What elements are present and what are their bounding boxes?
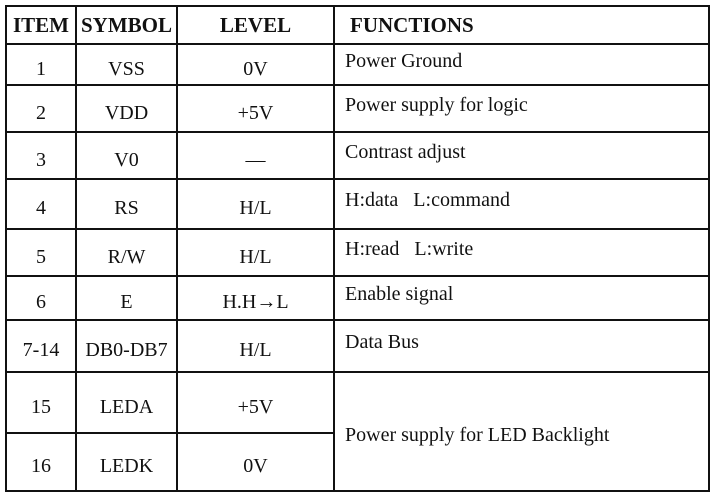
header-symbol: SYMBOL: [76, 6, 177, 44]
cell-item: 7-14: [6, 320, 76, 372]
cell-function: Data Bus: [334, 320, 709, 372]
pin-function-table: [5, 5, 710, 492]
cell-item: 3: [6, 132, 76, 179]
cell-level: 0V: [177, 433, 334, 491]
cell-symbol: VDD: [76, 85, 177, 132]
cell-item: 16: [6, 433, 76, 491]
cell-level: H/L: [177, 229, 334, 276]
cell-function: H:data L:command: [334, 179, 709, 229]
cell-symbol: R/W: [76, 229, 177, 276]
cell-item: 6: [6, 276, 76, 320]
table-row: [6, 229, 709, 276]
cell-function-merged: Power supply for LED Backlight: [334, 372, 709, 491]
cell-symbol: DB0-DB7: [76, 320, 177, 372]
cell-function: Enable signal: [334, 276, 709, 320]
cell-item: 15: [6, 372, 76, 433]
cell-item: 1: [6, 44, 76, 85]
cell-function: Power Ground: [334, 44, 709, 85]
cell-symbol: E: [76, 276, 177, 320]
cell-item: 2: [6, 85, 76, 132]
cell-level: H.H→L: [177, 276, 334, 320]
cell-level: H/L: [177, 179, 334, 229]
cell-level: +5V: [177, 372, 334, 433]
cell-symbol: VSS: [76, 44, 177, 85]
cell-function: Power supply for logic: [334, 85, 709, 132]
header-level: LEVEL: [177, 6, 334, 44]
table-row: [6, 132, 709, 179]
cell-level: +5V: [177, 85, 334, 132]
header-item: ITEM: [6, 6, 76, 44]
cell-symbol: RS: [76, 179, 177, 229]
cell-function: Contrast adjust: [334, 132, 709, 179]
cell-level: —: [177, 132, 334, 179]
table-row: [6, 44, 709, 85]
table-row: [6, 372, 709, 433]
cell-function: H:read L:write: [334, 229, 709, 276]
table-row: [6, 85, 709, 132]
cell-item: 4: [6, 179, 76, 229]
table-row: [6, 276, 709, 320]
table-row: [6, 179, 709, 229]
cell-symbol: LEDK: [76, 433, 177, 491]
header-functions: FUNCTIONS: [334, 6, 709, 44]
cell-level: 0V: [177, 44, 334, 85]
cell-symbol: V0: [76, 132, 177, 179]
table-row: [6, 320, 709, 372]
cell-item: 5: [6, 229, 76, 276]
cell-level: H/L: [177, 320, 334, 372]
header-row: [6, 6, 709, 44]
cell-symbol: LEDA: [76, 372, 177, 433]
